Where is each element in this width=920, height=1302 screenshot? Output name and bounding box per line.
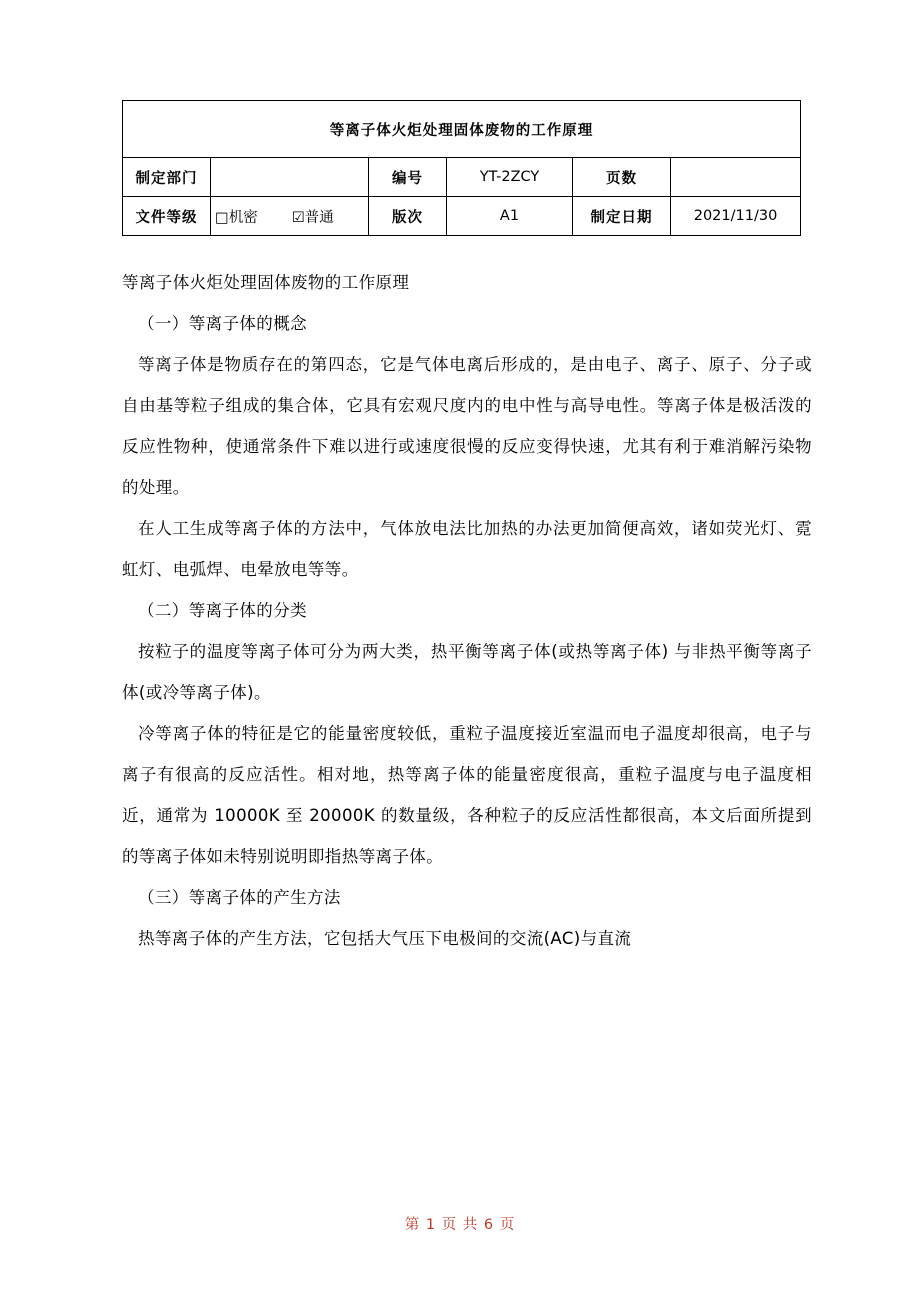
body-paragraph-4: 冷等离子体的特征是它的能量密度较低，重粒子温度接近室温而电子温度却很高，电子与离子有很高的反应活性。相对地，热等离子体的能量密度很高，重粒子温度与电子温度相近，通常为 10000K 至 20000K 的数量级，各种粒子的反应活性都很高，本文后面所提到的等离子体如未特别说明即指热等离子体。 — [122, 724, 812, 866]
checkbox-normal[interactable]: ☑普通 — [291, 209, 334, 226]
value-department — [211, 158, 369, 197]
table-row-title — [123, 101, 801, 158]
body-section-2-heading: （二）等离子体的分类 — [138, 601, 307, 620]
label-date: 制定日期 — [573, 197, 671, 236]
body-paragraph-3: 按粒子的温度等离子体可分为两大类，热平衡等离子体(或热等离子体) 与非热平衡等离子体(或冷等离子体)。 — [122, 642, 812, 702]
value-pages — [671, 158, 801, 197]
label-file-grade: 文件等级 — [123, 197, 211, 236]
body-section-1-heading: （一）等离子体的概念 — [138, 314, 307, 333]
body-heading: 等离子体火炬处理固体废物的工作原理 — [122, 273, 410, 292]
checkbox-secret[interactable]: □机密 — [215, 209, 258, 226]
file-grade-options — [211, 197, 369, 236]
body-section-3-heading: （三）等离子体的产生方法 — [138, 888, 341, 907]
page-footer: 第 1 页 共 6 页 — [404, 1217, 516, 1233]
table-row-grade — [123, 197, 801, 236]
body-paragraph-1: 等离子体是物质存在的第四态，它是气体电离后形成的，是由电子、离子、原子、分子或自由基等粒子组成的集合体，它具有宏观尺度内的电中性与高导电性。等离子体是极活泼的反应性物种，使通常条件下难以进行或速度很慢的反应变得快速，尤其有利于难消解污染物的处理。 — [122, 355, 812, 497]
document-title: 等离子体火炬处理固体废物的工作原理 — [123, 101, 801, 158]
value-code: YT-2ZCY — [447, 158, 573, 197]
body-paragraph-2: 在人工生成等离子体的方法中，气体放电法比加热的办法更加简便高效，诸如荧光灯、霓虹灯、电弧焊、电晕放电等等。 — [122, 519, 812, 579]
label-department: 制定部门 — [123, 158, 211, 197]
value-date: 2021/11/30 — [671, 197, 801, 236]
label-code: 编号 — [369, 158, 447, 197]
label-version: 版次 — [369, 197, 447, 236]
value-version: A1 — [447, 197, 573, 236]
document-header-table — [122, 100, 801, 236]
table-row-dept — [123, 158, 801, 197]
label-pages: 页数 — [573, 158, 671, 197]
body-paragraph-5: 热等离子体的产生方法，它包括大气压下电极间的交流(AC)与直流 — [138, 929, 632, 948]
document-body — [122, 262, 812, 959]
